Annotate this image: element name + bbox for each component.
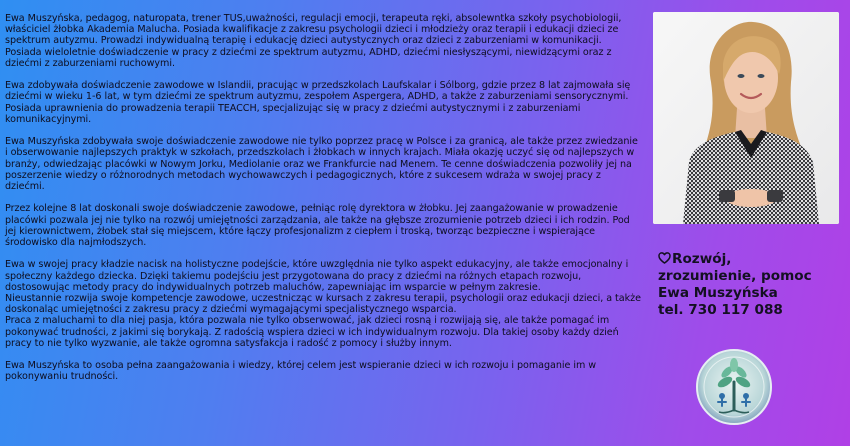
bio-text bbox=[5, 13, 641, 394]
bio-paragraph-4: Przez kolejne 8 lat doskonali swoje doświadczenie zawodowe, pełniąc rolę dyrektora w żłobku. Jej zaangażowanie w prowadzenie placówki pozwala jej nie tylko na rozwój umiejętności zarządzania, ale także na głębsze zrozumienie potrzeb dzieci i ich rodzin. Pod jej kierownictwem, żłobek stał się miejscem, które łączy profesjonalizm z ciepłem i troską, tworząc bezpieczne i wspierające środowisko dla najmłodszych. bbox=[5, 203, 630, 249]
heart-hands-icon bbox=[658, 252, 671, 264]
portrait-photo bbox=[653, 12, 839, 224]
contact-name: Ewa Muszyńska bbox=[658, 285, 778, 301]
bio-paragraph-5: Ewa w swojej pracy kładzie nacisk na holistyczne podejście, które uwzględnia nie tylko aspekt edukacyjny, ale także emocjonalny i społeczny każdego dziecka. Dzięki takiemu podejściu jest przygotowana do pracy z dziećmi na różnych etapach rozwoju, dostosowując metody pracy do indywidualnych potrzeb maluchów, zapewniając im wsparcie w pełnym zakresie. Nieustannie rozwija swoje kompetencje zawodowe, uczestnicząc w kursach z zakresu terapii, psychologii oraz edukacji dzieci, a także doskonaląc umiejętności z zakresu pracy z dziećmi wymagającymi specjalistycznego wsparcia. Praca z maluchami to dla niej pasja, która pozwala nie tylko obserwować, jak dzieci rosną i rozwijają się, ale także pomagać im pokonywać trudności, z jakimi się borykają. Z radością wspiera dzieci w ich indywidualnym rozwoju. Dla takiej osoby każdy dzień pracy to nie tylko wyzwanie, ale także ogromna satysfakcja i radość z pomocy i służby innym. bbox=[5, 259, 641, 349]
bio-paragraph-6: Ewa Muszyńska to osoba pełna zaangażowania i wiedzy, której celem jest wspieranie dzieci w ich rozwoju i pomaganie im w pokonywaniu trudności. bbox=[5, 360, 597, 383]
portrait-illustration bbox=[653, 12, 839, 224]
tree-logo-icon bbox=[695, 348, 773, 426]
contact-phone[interactable]: tel. 730 117 088 bbox=[658, 302, 783, 318]
tagline-line-1 bbox=[658, 251, 848, 268]
tagline-line-2: zrozumienie, pomoc bbox=[658, 268, 812, 284]
bio-paragraph-1: Ewa Muszyńska, pedagog, naturopata, trener TUS,uważności, regulacji emocji, terapeuta ręki, absolewntka szkoły psychobiologii, właściciel żłobka Akademia Malucha. Posiada kwalifikacje z zakresu psychologii dzieci i młodzieży oraz terapii i edukacji dzieci ze spektrum autyzmu. Prowadzi indywidualną terapię i edukację dzieci autystycznych oraz dzieci z zaburzeniami w komunikacji. Posiada wieloletnie doświadczenie w pracy z dziećmi ze spektrum autyzmu, ADHD, dziećmi niesłyszącymi, niewidzącymi oraz z dziećmi z zaburzeniami ruchowymi. bbox=[5, 13, 622, 69]
tagline-text-1: Rozwój, bbox=[672, 251, 732, 267]
bio-paragraph-3: Ewa Muszyńska zdobywała swoje doświadczenie zawodowe nie tylko poprzez pracę w Polsce i za granicą, ale także przez zwiedzanie i obserwowanie najlepszych praktyk w szkołach, przedszkolach i żłobkach w innych krajach. Miała okazję uczyć się od najlepszych w branży, odwiedzając placówki w Nowym Jorku, Mediolanie oraz we Frankfurcie nad Menem. Te cenne doświadczenia pozwoliły jej na poszerzenie wiedzy o różnorodnych metodach wychowawczych i pedagogicznych, które z sukcesem wdraża w swojej pracy z dziećmi. bbox=[5, 136, 638, 193]
bio-paragraph-2: Ewa zdobywała doświadczenie zawodowe w Islandii, pracując w przedszkolach Laufskalar i Sólborg, gdzie przez 8 lat zajmowała się dziećmi w wieku 1-6 lat, w tym dziećmi ze spektrum autyzmu, zespołem Aspergera, ADHD, a także z zaburzeniami sensorycznymi. Posiada uprawnienia do prowadzenia terapii TEACCH, specjalizując się w pracy z dziećmi autystycznymi i z zaburzeniami komunikacyjnymi. bbox=[5, 80, 631, 125]
contact-block bbox=[658, 251, 848, 319]
